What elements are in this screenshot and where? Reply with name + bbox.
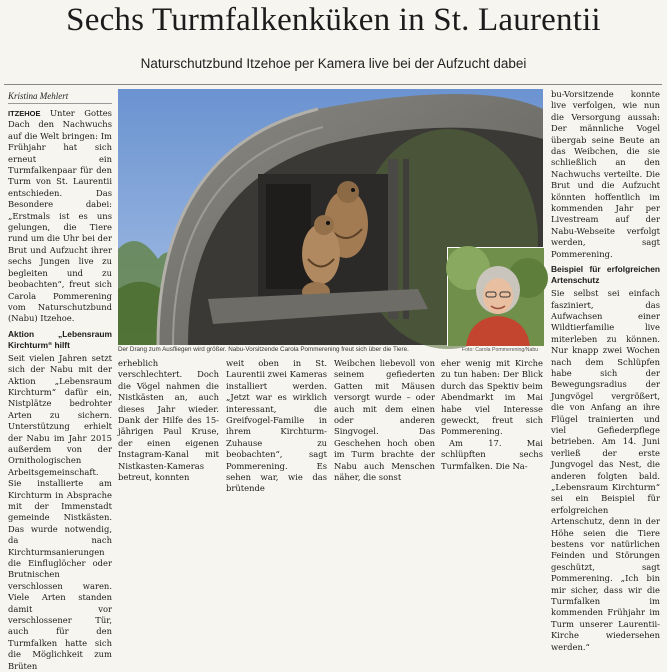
article-column-3: [226, 358, 328, 494]
paragraph-4: weit oben in St. Laurentii zwei Kameras installiert werden. „Jetzt war es wirklich interessant, die Greifvogel-Familie in ihrem Kirchturm-Zuhause zu beobachten“, sagt Pommerening. Es sehen war, wie das brütende: [226, 358, 328, 494]
photo-caption: Der Drang zum Ausfliegen wird größer. Nabu-Vorsitzende Carola Pommerening freut sich über die Tiere.: [118, 346, 409, 353]
author-rule: [8, 103, 112, 104]
intro-text: Unter Gottes Dach den Nachwuchs auf die Welt bringen: Im Frühjahr hat sich erneut ein Turmfalkenpaar für den Turm von St. Laurentii entschieden. Das Besondere dabei: „Erstmals ist es uns gelungen, die Tiere rund um die Uhr bei der Brut und Aufzucht ihrer sechs Jungen live zu begleiten und zu beobachten“, freut sich Carola Pommerening vom Naturschutzbund (Nabu) Itzehoe.: [8, 108, 112, 324]
paragraph-7: Am 17. Mai schlüpften sechs Turmfalken. Die Na-: [441, 437, 543, 471]
paragraph-3: erheblich verschlechtert. Doch die Vögel nahmen die Nistkästen an, auch dieses Jahr wieder. Dank der Hilfe des 15-jährigen Paul Kruse, der einen eigenen Instagram-Kanal mit Nistkasten-Kameras betreut, konnten: [118, 358, 219, 483]
section-heading-1: Aktion „Lebensraum Kirchturm“ hilft: [8, 328, 112, 350]
article-column-1: [8, 108, 112, 671]
section-heading-2: Beispiel für erfolgreichen Artenschutz: [551, 264, 660, 286]
photo-credit: Foto: Carola Pommerening/Nabu: [462, 347, 539, 353]
paragraph-8: bu-Vorsitzende konnte live verfolgen, wie nun die Versorgung aussah: Der männliche Vogel übergab seine Beute an das Weibchen, die sie schließlich an den Nachwuchs verteilte. Die Brut und die Aufzucht könnten hoffentlich im kommenden Jahr per Livestream auf der Nabu-Webseite verfolgt werden, sagt Pommerening.: [551, 89, 660, 259]
paragraph-5: Weibchen liebevoll von seinem gefiederten Gatten mit Mäusen versorgt wurde – oder auch mit dem einen oder anderen Singvogel. Das Geschehen hoch oben im Turm brachte der Nabu auch Menschen näher, die sonst: [334, 358, 435, 483]
author: Kristina Mehlert: [8, 91, 69, 101]
intro-paragraph: [8, 108, 112, 325]
article-column-6: [551, 89, 660, 652]
paragraph-2: Seit vielen Jahren setzt sich der Nabu mit der Aktion „Lebensraum Kirchturm“ dafür ein, Nistplätze bedrohter Arten zu sichern. Unterstützung erhielt der Nabu im Jahr 2015 außerdem von der Ornithologischen Arbeitsgemeinschaft. Sie installierte am Kirchturm in Absprache mit der Immenstadt gemeinde Nistkästen. Das wurde notwendig, da nach Kirchturmsanierungen die Einfluglöcher oder Brutnischen verschlossen waren. Viele Arten standen damit vor verschlossener Tür, auch für den Turmfalken hatte sich die Möglichkeit zum Brüten: [8, 352, 112, 671]
article-column-2: [118, 358, 219, 486]
portrait-inset: [447, 247, 544, 346]
headline: Sechs Turmfalkenküken in St. Laurentii: [66, 2, 601, 38]
article-column-4: [334, 358, 435, 486]
top-rule: [4, 84, 662, 85]
subheadline: Naturschutzbund Itzehoe per Kamera live bei der Aufzucht dabei: [140, 56, 527, 71]
paragraph-9: Sie selbst sei einfach fasziniert, das Aufwachsen einer Wildtierfamilie live miterleben zu können. Nur knapp zwei Wochen nach dem Schlüpfen habe sich der Bewegungsradius der Jungvögel vergrößert, die von Anfang an ihre Flügel trainierten und viel Gefiederpflege betrieben. Am 14. Juni verließ der erste Jungvogel das Nest, die anderen folgten bald. „Lebensraum Kirchturm“ sei ein Beispiel für erfolgreichen Artenschutz, denn in der Höhe seien die Tiere bestens vor natürlichen Feinden und Störungen geschützt, sagt Pommerening. „Ich bin mir sicher, dass wir die Turmfalken im kommenden Frühjahr im Turm unserer Laurentii-Kirche wiedersehen werden.“: [551, 288, 660, 652]
paragraph-6: eher wenig mit Kirche zu tun haben: Der Blick durch das Spektiv beim Abendmarkt im Mai habe viel Interesse geweckt, freut sich Pommerening.: [441, 358, 543, 437]
dateline: ITZEHOE: [8, 109, 41, 118]
article-column-5: [441, 358, 543, 486]
